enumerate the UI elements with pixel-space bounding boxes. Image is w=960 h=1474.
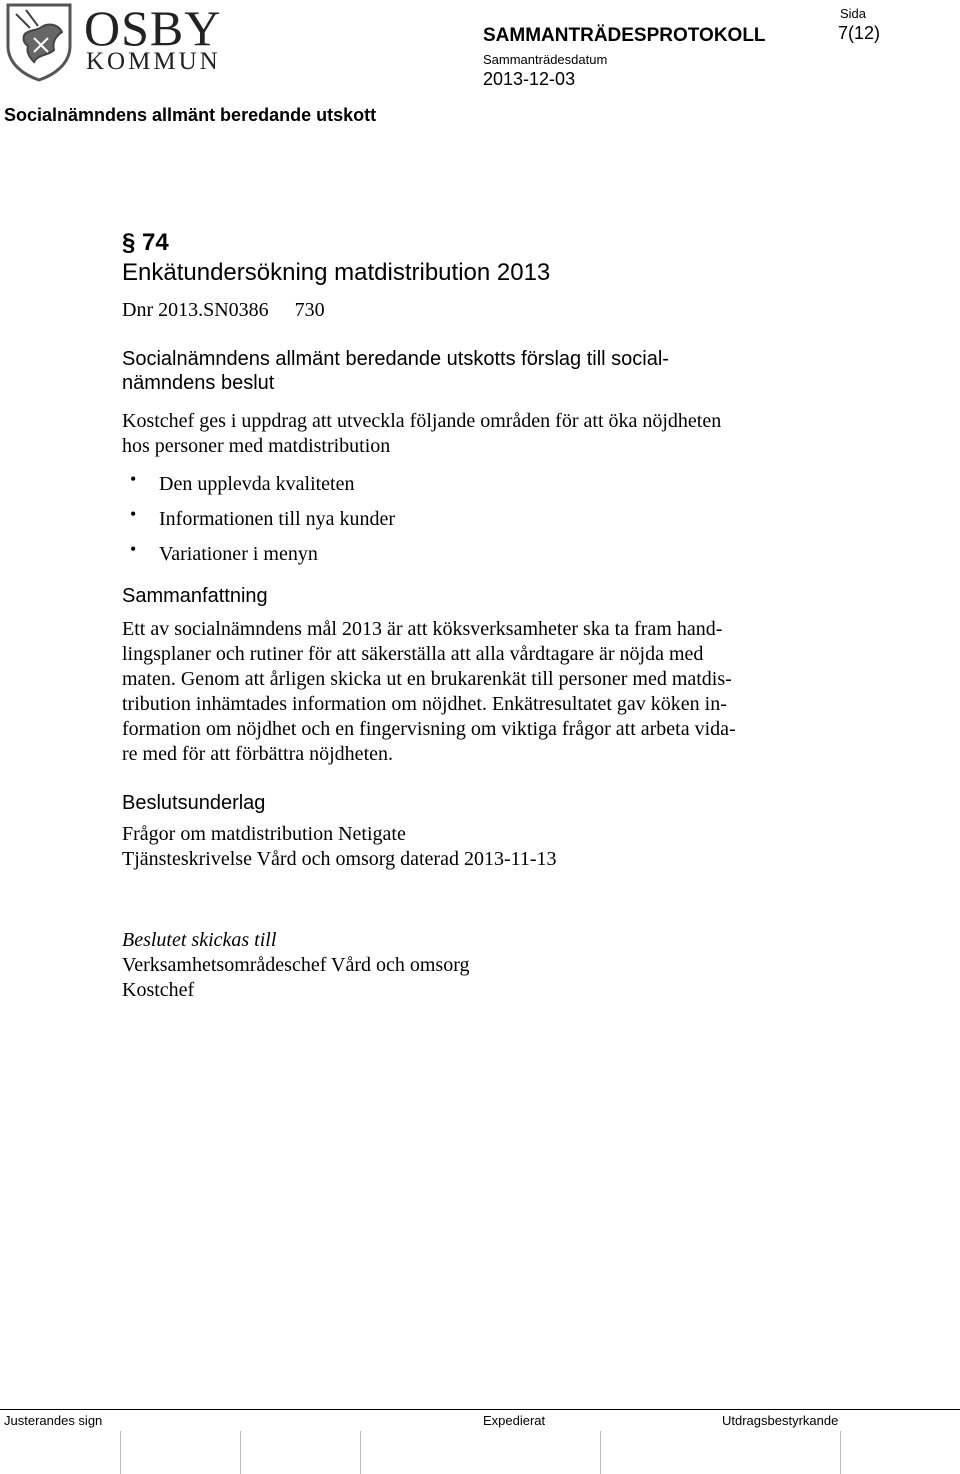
signature-box-divider xyxy=(600,1431,601,1474)
signature-box-divider xyxy=(240,1431,241,1474)
proposal-bullet-list xyxy=(122,469,396,577)
footer-divider xyxy=(0,1409,960,1410)
footer-certified-label: Utdragsbestyrkande xyxy=(722,1413,839,1428)
section-title: Enkätundersökning matdistribution 2013 xyxy=(122,259,551,286)
summary-heading: Sammanfattning xyxy=(122,585,268,607)
case-number xyxy=(122,297,325,323)
summary-text: Ett av socialnämndens mål 2013 är att köksverksamheter ska ta fram hand- lingsplaner och rutiner för att säkerställa att alla vårdtagare är nöjda med maten. Genom att årligen skicka ut en brukarenkät till personer med matdis- tribution inhämtades information om nöjdhet. Enkätresultatet gav köken in- formation om nöjdhet och en fingervisning om viktiga frågor att arbeta vida- re med för att förbättra nöjdheten. xyxy=(122,618,736,765)
list-item: Verksamhetsområdeschef Vård och omsorg xyxy=(122,954,470,976)
signature-box-divider xyxy=(840,1431,841,1474)
bullet-icon: • xyxy=(130,504,137,524)
list-item: Tjänsteskrivelse Vård och omsorg daterad 2013-11-13 xyxy=(122,848,557,870)
case-number-label: Dnr 2013.SN0386 xyxy=(122,299,269,321)
paragraph-number: § 74 xyxy=(122,229,169,256)
list-item: • Informationen till nya kunder xyxy=(130,504,396,530)
list-item: Frågor om matdistribution Netigate xyxy=(122,823,406,845)
bullet-icon: • xyxy=(130,469,137,489)
page-label: Sida xyxy=(840,6,867,21)
document-title: SAMMANTRÄDESPROTOKOLL xyxy=(483,25,766,46)
footer-sign-label: Justerandes sign xyxy=(4,1413,103,1428)
proposal-text: Kostchef ges i uppdrag att utveckla följande områden för att öka nöjdheten hos personer med matdistribution xyxy=(122,410,722,457)
signature-box-divider xyxy=(360,1431,361,1474)
case-code: 730 xyxy=(294,299,325,321)
list-item: • Den upplevda kvaliteten xyxy=(130,469,355,495)
list-item: Kostchef xyxy=(122,979,195,1001)
meeting-date-label: Sammanträdesdatum xyxy=(483,52,608,67)
recipients-section xyxy=(122,928,812,1003)
signature-box-divider xyxy=(120,1431,121,1474)
bullet-icon: • xyxy=(130,539,137,559)
committee-name: Socialnämndens allmänt beredande utskott xyxy=(4,105,377,125)
osby-coat-of-arms-logo xyxy=(4,2,74,82)
page-number: 7(12) xyxy=(838,23,881,43)
proposal-heading: Socialnämndens allmänt beredande utskotts förslag till social- nämndens beslut xyxy=(122,348,669,394)
basis-heading: Beslutsunderlag xyxy=(122,792,266,814)
basis-list xyxy=(122,822,812,872)
meeting-date-value: 2013-12-03 xyxy=(483,69,576,89)
list-item: • Variationer i menyn xyxy=(130,539,318,565)
logo-wordmark: OSBY xyxy=(84,0,222,56)
logo-subtitle: KOMMUN xyxy=(86,48,221,75)
footer-sent-label: Expedierat xyxy=(483,1413,546,1428)
recipients-heading: Beslutet skickas till xyxy=(122,929,277,951)
